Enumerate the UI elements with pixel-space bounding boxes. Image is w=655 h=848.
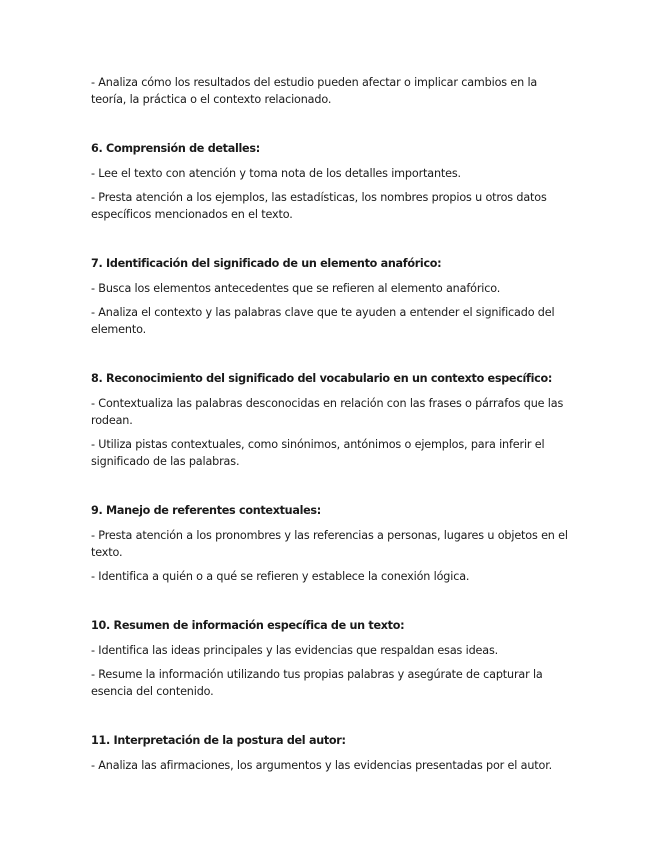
- section-10: [91, 617, 569, 700]
- section-paragraph: - Presta atención a los pronombres y las referencias a personas, lugares u objetos en el texto.: [91, 529, 568, 559]
- section-paragraph: - Analiza el contexto y las palabras clave que te ayuden a entender el significado del elemento.: [91, 306, 555, 336]
- section-paragraph: - Lee el texto con atención y toma nota de los detalles importantes.: [91, 167, 461, 180]
- section-6: [91, 140, 569, 223]
- section-7: [91, 255, 569, 338]
- document-page: [91, 74, 569, 781]
- intro-block: [91, 74, 569, 108]
- section-9: [91, 502, 569, 585]
- section-paragraph: - Analiza las afirmaciones, los argumentos y las evidencias presentadas por el autor.: [91, 759, 553, 772]
- section-paragraph: - Busca los elementos antecedentes que se refieren al elemento anafórico.: [91, 282, 501, 295]
- section-paragraph: - Presta atención a los ejemplos, las estadísticas, los nombres propios u otros datos específicos mencionados en el texto.: [91, 191, 547, 221]
- section-heading: 7. Identificación del significado de un elemento anafórico:: [91, 257, 442, 270]
- section-paragraph: - Contextualiza las palabras desconocidas en relación con las frases o párrafos que las rodean.: [91, 397, 564, 427]
- section-11: [91, 732, 569, 774]
- section-paragraph: - Identifica las ideas principales y las evidencias que respaldan esas ideas.: [91, 644, 499, 657]
- section-paragraph: - Utiliza pistas contextuales, como sinónimos, antónimos o ejemplos, para inferir el significado de las palabras.: [91, 438, 545, 468]
- section-heading: 6. Comprensión de detalles:: [91, 142, 260, 155]
- section-heading: 10. Resumen de información específica de un texto:: [91, 619, 405, 632]
- section-8: [91, 370, 569, 470]
- section-heading: 11. Interpretación de la postura del autor:: [91, 734, 346, 747]
- intro-paragraph: - Analiza cómo los resultados del estudio pueden afectar o implicar cambios en la teoría, la práctica o el contexto relacionado.: [91, 76, 538, 106]
- section-heading: 8. Reconocimiento del significado del vocabulario en un contexto específico:: [91, 372, 553, 385]
- section-paragraph: - Resume la información utilizando tus propias palabras y asegúrate de capturar la esencia del contenido.: [91, 668, 543, 698]
- section-paragraph: - Identifica a quién o a qué se refieren y establece la conexión lógica.: [91, 570, 470, 583]
- section-heading: 9. Manejo de referentes contextuales:: [91, 504, 321, 517]
